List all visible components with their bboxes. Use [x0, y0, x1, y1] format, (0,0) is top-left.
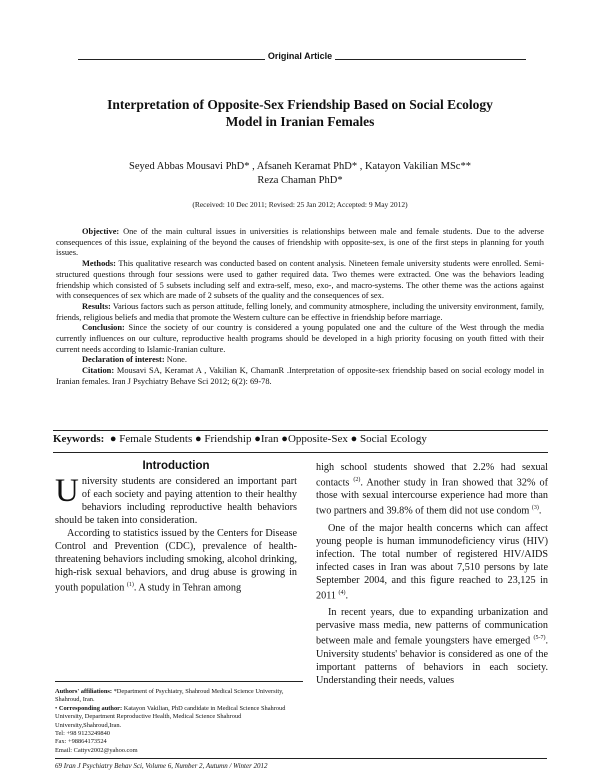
- left-column: University students are considered an important part of each society and paying attention to their healthy behaviors including reproductive health behaviors should be taken into consideration. According to statistics issued by the Centers for Disease Control and Prevention (CDC), prevalence of health-threatening behaviors including smoking, alcohol drinking, high-risk sexual behaviors, and drug abuse is growing in youth population $^{(1)}$. A study in Tehran among: [55, 473, 297, 594]
- page-footer: 69 Iran J Psychiatry Behav Sci, Volume 6, Number 2, Autumn / Winter 2012: [55, 762, 268, 770]
- article-type-label: Original Article: [0, 51, 600, 61]
- section-heading-introduction: Introduction: [142, 460, 210, 472]
- drop-cap: U: [55, 473, 79, 509]
- right-column: high school students showed that 2.2% had sexual contacts $^{(2)}$. Another study in Iran showed that 32% of those with sexual intercourse experience had more than two partners and 39.8% of them did not use condom $^{(3)}$. One of the major health concerns which can affect young people is human immunodeficiency virus (HIV) infection. The total number of registered HIV/AIDS infected cases in Iran was about 7,510 persons by late September 2004, and this figure reached to 23,125 in 2011 $^{(4)}$. In recent years, due to expanding urbanization and pervasive mass media, new patterns of communication between male and female youngsters have emerged $^{(5-7)}$. University students' behavior is considered as one of the important patterns of behaviors in each society. Understanding their needs, values: [316, 462, 549, 686]
- footnote-rule: [55, 681, 303, 682]
- keywords-rule-bottom: [53, 452, 548, 453]
- footnote: Authors' affiliations: *Department of Psychiatry, Shahroud Medical Science University, Shahroud, Iran. • Corresponding author: Katayon Vakilian, PhD candidate in Medical Science Shahroud University, Department Reproductive Health, Medical Science Shahroud University,Shahroud,Iran. Tel: +98 9123249840 Fax: +98864173524 Email: Cattyv2002@yahoo.com: [55, 688, 286, 754]
- abstract: Objective: One of the main cultural issues in universities is relationships between male and female students. Due to the adverse consequences of this issue, explaining of the beyond the causes of friendship with opposite-sex, is one of the first steps in planning for youth issues. Methods: This qualitative research was conducted based on content analysis. Nineteen female university students were enrolled. Semi-structured questions through four sessions were used to gather required data. Two themes were extracted. One was the behaviors leading friendship which consisted of 5 subsets including self and extra-self, meso, exo-, and macro-systems. The other theme was the actions against with consequences of sex which are made of 2 subsets of the quality and the consequences of sex. Results: Various factors such as person attitude, felling lonely, and community atmosphere, including the university environment, family, friends, religious beliefs and media that promote the Western culture can be effective in friendship before marriage. Conclusion: Since the society of our country is considered a young populated one and the culture of the West through the media currently influences on our culture, reproductive health programs should be developed in a high priority focusing on youth fitted with their current needs according to Islamic-Iranian culture. Declaration of interest: None. Citation: Mousavi SA, Keramat A , Vakilian K, ChamanR .Interpretation of opposite-sex friendship based on social ecology model in Iranian females. Iran J Psychiatry Behave Sci 2012; 6(2): 69-78.: [56, 227, 544, 386]
- received-dates: (Received: 10 Dec 2011; Revised: 25 Jan 2012; Accepted: 9 May 2012): [192, 200, 408, 209]
- paper-title: Interpretation of Opposite-Sex Friendship Based on Social Ecology Model in Iranian Females: [107, 97, 493, 129]
- keywords: Keywords: ● Female Students ● Friendship ●Iran ●Opposite-Sex ● Social Ecology: [53, 433, 427, 445]
- footer-rule: [55, 758, 547, 759]
- keywords-rule-top: [53, 430, 548, 431]
- author-list: Seyed Abbas Mousavi PhD* , Afsaneh Keramat PhD* , Katayon Vakilian MSc** Reza Chaman PhD*: [129, 161, 471, 186]
